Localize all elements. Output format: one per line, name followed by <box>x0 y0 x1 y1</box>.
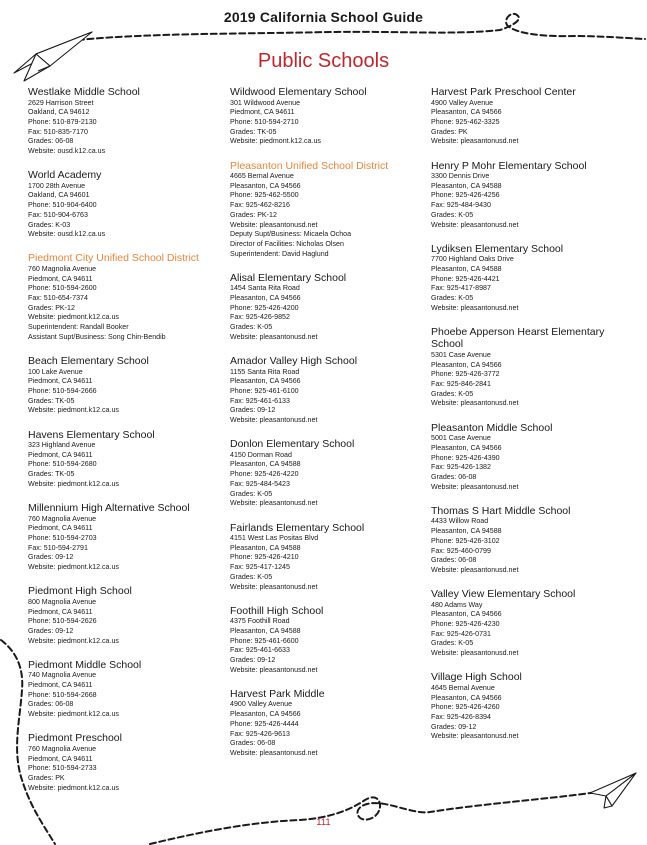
entry-detail-line: Phone: 925-426-4260 <box>431 703 500 712</box>
school-entry <box>28 86 224 157</box>
entry-detail-line: 4665 Bernal Avenue <box>230 172 294 181</box>
entry-detail-line: Phone: 925-462-3325 <box>431 117 500 126</box>
entry-detail-line: Phone: 925-426-4256 <box>431 191 500 200</box>
entry-detail-line: Phone: 925-426-4210 <box>230 553 299 562</box>
school-entry <box>431 243 621 314</box>
entry-detail-line: 4150 Dorman Road <box>230 450 292 459</box>
entry-detail-line: Website: piedmont.k12.ca.us <box>230 137 321 146</box>
entry-detail-line: Website: pleasantonusd.net <box>431 399 519 408</box>
entry-detail-line: Pleasanton, CA 94566 <box>431 693 502 702</box>
entry-detail-line: Fax: 925-484-5423 <box>230 479 290 488</box>
entry-detail-line: Fax: 925-461-6633 <box>230 646 290 655</box>
entry-detail-line: Fax: 510-835-7170 <box>28 127 88 136</box>
entry-detail-line: Phone: 925-426-4220 <box>230 470 299 479</box>
entry-detail-line: 3300 Dennis Drive <box>431 172 490 181</box>
entry-detail-line: 1155 Santa Rita Road <box>230 367 300 376</box>
school-name: Henry P Mohr Elementary School <box>431 159 587 172</box>
school-name: Millennium High Alternative School <box>28 502 190 515</box>
entry-detail-line: Fax: 925-460-0799 <box>431 546 491 555</box>
district-name: Pleasanton Unified School District <box>230 159 389 172</box>
entry-detail-line: Pleasanton, CA 94566 <box>431 610 502 619</box>
entry-detail-line: 1454 Santa Rita Road <box>230 284 300 293</box>
entry-detail-line: Website: pleasantonusd.net <box>230 416 318 425</box>
school-name: Village High School <box>431 671 522 684</box>
school-entry <box>431 326 621 409</box>
school-name: Westlake Middle School <box>28 86 140 98</box>
school-name: Donlon Elementary School <box>230 438 355 451</box>
entry-detail-line: Phone: 510-594-2703 <box>28 534 97 542</box>
entry-detail-line: 323 Highland Avenue <box>28 441 96 450</box>
entry-detail-line: Grades: TK-05 <box>28 396 75 405</box>
entry-detail-line: Fax: 925-426-8394 <box>431 712 491 721</box>
entry-detail-line: Pleasanton, CA 94566 <box>230 377 301 386</box>
entry-detail-line: Fax: 925-417-8987 <box>431 284 491 293</box>
entry-detail-line: Website: piedmont.k12.ca.us <box>28 563 119 572</box>
school-name: Phoebe Apperson Hearst Elementary School <box>431 325 605 351</box>
column-2 <box>230 86 426 771</box>
entry-detail-line: 4151 West Las Positas Blvd <box>230 534 319 542</box>
entry-detail-line: Grades: PK-12 <box>230 210 277 219</box>
entry-detail-line: Grades: 09-12 <box>230 406 276 415</box>
school-name: Lydiksen Elementary School <box>431 242 564 255</box>
entry-detail-line: Grades: 06-08 <box>28 700 74 709</box>
school-name: Valley View Elementary School <box>431 588 576 601</box>
entry-detail-line: Assistant Supt/Business: Song Chin-Bendib <box>28 332 166 341</box>
entry-detail-line: Pleasanton, CA 94588 <box>230 460 301 469</box>
entry-detail-line: 5001 Case Avenue <box>431 434 491 443</box>
entry-detail-line: 760 Magnolia Avenue <box>28 744 97 753</box>
entry-detail-line: Phone: 510-594-2680 <box>28 460 97 469</box>
entry-detail-line: Phone: 510-594-2600 <box>28 284 97 293</box>
school-name: Wildwood Elementary School <box>230 86 367 98</box>
entry-detail-line: Grades: K-03 <box>28 220 71 229</box>
entry-detail-line: Grades: K-05 <box>431 389 474 398</box>
entry-detail-line: Grades: 09-12 <box>431 722 477 731</box>
entry-detail-line: Website: pleasantonusd.net <box>431 732 519 741</box>
school-entry <box>230 86 426 147</box>
column-1 <box>28 86 224 806</box>
school-name: Pleasanton Middle School <box>431 421 553 434</box>
entry-detail-line: Grades: TK-05 <box>230 127 277 136</box>
entry-detail-line: 4900 Valley Avenue <box>230 700 293 709</box>
entry-detail-line: Piedmont, CA 94611 <box>28 681 93 690</box>
entry-detail-line: Deputy Supt/Business: Micaela Ochoa <box>230 230 352 239</box>
entry-detail-line: Phone: 925-426-4200 <box>230 303 299 312</box>
school-name: Havens Elementary School <box>28 428 155 441</box>
entry-detail-line: Fax: 510-594-2791 <box>28 543 88 552</box>
entry-detail-line: 760 Magnolia Avenue <box>28 514 97 523</box>
section-title: Public Schools <box>257 50 390 72</box>
school-entry <box>431 588 621 659</box>
entry-detail-line: Phone: 925-426-4230 <box>431 620 500 629</box>
entry-detail-line: Website: ousd.k12.ca.us <box>28 230 106 239</box>
entry-detail-line: Phone: 925-426-4390 <box>431 453 500 462</box>
school-entry <box>230 605 426 676</box>
school-name: World Academy <box>28 169 102 182</box>
entry-detail-line: Phone: 925-461-6100 <box>230 386 299 395</box>
entry-detail-line: Piedmont, CA 94611 <box>28 607 93 616</box>
school-name: Harvest Park Middle <box>230 687 325 700</box>
entry-detail-line: Phone: 925-426-4444 <box>230 719 299 728</box>
entry-detail-line: Website: pleasantonusd.net <box>431 220 519 229</box>
entry-detail-line: Grades: PK-12 <box>28 303 75 312</box>
school-entry <box>431 160 621 231</box>
school-name: Piedmont High School <box>28 585 132 598</box>
entry-detail-line: Website: piedmont.k12.ca.us <box>28 313 119 322</box>
entry-detail-line: Grades: K-05 <box>431 294 474 303</box>
entry-detail-line: Grades: K-05 <box>230 323 273 332</box>
entry-detail-line: 740 Magnolia Avenue <box>28 671 97 680</box>
district-name: Piedmont City Unified School District <box>28 252 199 265</box>
entry-detail-line: Website: piedmont.k12.ca.us <box>28 406 119 415</box>
school-entry <box>230 355 426 426</box>
entry-detail-line: Piedmont, CA 94611 <box>28 377 93 386</box>
entry-detail-line: Phone: 510-594-2666 <box>28 386 97 395</box>
entry-detail-line: Fax: 925-484-9430 <box>431 201 491 210</box>
entry-detail-line: Grades: K-05 <box>230 489 273 498</box>
entry-detail-line: Website: piedmont.k12.ca.us <box>28 783 119 792</box>
entry-detail-line: Grades: 06-08 <box>431 556 477 565</box>
school-name: Harvest Park Preschool Center <box>431 86 576 98</box>
entry-detail-line: Fax: 510-654-7374 <box>28 294 88 303</box>
entry-detail-line: Grades: 06-08 <box>431 472 477 481</box>
entry-detail-line: Phone: 510-904-6400 <box>28 201 97 210</box>
entry-detail-line: Pleasanton, CA 94588 <box>230 543 301 552</box>
entry-detail-line: Website: pleasantonusd.net <box>230 220 318 229</box>
entry-detail-line: Website: pleasantonusd.net <box>431 565 519 574</box>
entry-detail-line: Website: pleasantonusd.net <box>230 499 318 508</box>
entry-detail-line: Superintendent: David Haglund <box>230 249 329 258</box>
school-entry <box>230 272 426 343</box>
entry-detail-line: Grades: K-05 <box>431 639 474 648</box>
entry-detail-line: Pleasanton, CA 94566 <box>431 443 502 452</box>
entry-detail-line: Fax: 510-904-6763 <box>28 210 88 219</box>
entry-detail-line: 7700 Highland Oaks Drive <box>431 255 514 264</box>
entry-detail-line: Pleasanton, CA 94588 <box>431 264 502 273</box>
entry-detail-line: Website: pleasantonusd.net <box>431 303 519 312</box>
entry-detail-line: Pleasanton, CA 94566 <box>230 181 301 190</box>
entry-detail-line: Grades: PK <box>28 773 65 782</box>
entry-detail-line: Grades: K-05 <box>230 572 273 581</box>
school-entry <box>431 86 621 147</box>
entry-detail-line: Director of Facilities: Nicholas Olsen <box>230 239 344 248</box>
entry-detail-line: Phone: 925-462-5500 <box>230 191 299 200</box>
entry-detail-line: 4433 Willow Road <box>431 517 489 526</box>
entry-detail-line: Pleasanton, CA 94566 <box>230 294 301 303</box>
entry-detail-line: Phone: 925-426-4421 <box>431 274 500 283</box>
entry-detail-line: 4645 Bernal Avenue <box>431 683 495 692</box>
entry-detail-line: Phone: 925-426-3102 <box>431 536 500 545</box>
entry-detail-line: 100 Lake Avenue <box>28 367 83 376</box>
entry-detail-line: Fax: 925-426-0731 <box>431 629 491 638</box>
entry-detail-line: Website: pleasantonusd.net <box>431 482 519 491</box>
school-name: Thomas S Hart Middle School <box>431 504 571 517</box>
school-entry <box>28 429 224 490</box>
column-3 <box>431 86 621 755</box>
entry-detail-line: Pleasanton, CA 94566 <box>431 360 502 369</box>
school-entry <box>431 422 621 493</box>
entry-detail-line: Piedmont, CA 94611 <box>28 754 93 763</box>
school-name: Alisal Elementary School <box>230 271 347 284</box>
school-entry <box>431 505 621 576</box>
entry-detail-line: Piedmont, CA 94611 <box>28 524 93 533</box>
entry-detail-line: Website: pleasantonusd.net <box>230 748 318 757</box>
entry-detail-line: Phone: 925-426-3772 <box>431 370 500 379</box>
school-name: Beach Elementary School <box>28 355 149 368</box>
entry-detail-line: Oakland, CA 94601 <box>28 191 90 200</box>
district-entry <box>230 160 426 260</box>
entry-detail-line: 5301 Case Avenue <box>431 350 491 359</box>
entry-detail-line: Grades: TK-05 <box>28 470 75 479</box>
district-entry <box>28 252 224 342</box>
entry-detail-line: Grades: PK <box>431 127 468 136</box>
entry-detail-line: Pleasanton, CA 94588 <box>230 626 301 635</box>
entry-detail-line: Website: pleasantonusd.net <box>230 332 318 341</box>
school-entry <box>230 438 426 509</box>
entry-detail-line: Fax: 925-426-9613 <box>230 729 290 738</box>
school-name: Amador Valley High School <box>230 355 358 368</box>
entry-detail-line: Phone: 925-461-6600 <box>230 636 299 645</box>
school-entry <box>230 688 426 759</box>
school-entry <box>28 659 224 720</box>
entry-detail-line: Pleasanton, CA 94588 <box>431 181 502 190</box>
school-entry <box>28 585 224 646</box>
entry-detail-line: Fax: 925-426-9852 <box>230 313 290 322</box>
entry-detail-line: Grades: 06-08 <box>230 739 276 748</box>
entry-detail-line: Website: pleasantonusd.net <box>230 665 318 674</box>
entry-detail-line: 480 Adams Way <box>431 600 483 609</box>
guide-title: 2019 California School Guide <box>223 9 424 25</box>
entry-detail-line: Phone: 510-594-2626 <box>28 617 97 626</box>
entry-detail-line: Phone: 510-594-2710 <box>230 117 299 126</box>
entry-detail-line: Website: piedmont.k12.ca.us <box>28 710 119 719</box>
entry-detail-line: Grades: 09-12 <box>28 553 74 562</box>
entry-detail-line: 1700 28th Avenue <box>28 181 86 190</box>
entry-detail-line: Superintendent: Randall Booker <box>28 323 129 332</box>
entry-detail-line: Phone: 510-594-2733 <box>28 764 97 773</box>
paper-airplane-icon <box>590 773 636 808</box>
entry-detail-line: Pleasanton, CA 94566 <box>230 710 301 719</box>
school-entry <box>230 522 426 593</box>
entry-detail-line: 301 Wildwood Avenue <box>230 98 301 107</box>
entry-detail-line: Phone: 510-879-2130 <box>28 117 97 126</box>
school-entry <box>431 671 621 742</box>
entry-detail-line: Website: piedmont.k12.ca.us <box>28 636 119 645</box>
school-entry <box>28 355 224 416</box>
school-name: Piedmont Middle School <box>28 658 142 671</box>
entry-detail-line: Pleasanton, CA 94566 <box>431 108 502 117</box>
entry-detail-line: Grades: 06-08 <box>28 137 74 146</box>
entry-detail-line: Website: piedmont.k12.ca.us <box>28 479 119 488</box>
entry-detail-line: Website: pleasantonusd.net <box>431 137 519 146</box>
entry-detail-line: Grades: K-05 <box>431 210 474 219</box>
school-name: Foothill High School <box>230 604 324 617</box>
entry-detail-line: Grades: 09-12 <box>28 626 74 635</box>
entry-detail-line: Grades: 09-12 <box>230 656 276 665</box>
entry-detail-line: Oakland, CA 94612 <box>28 108 90 117</box>
entry-detail-line: Piedmont, CA 94611 <box>28 450 93 459</box>
entry-detail-line: Website: pleasantonusd.net <box>431 649 519 658</box>
entry-detail-line: 2629 Harrison Street <box>28 98 94 107</box>
entry-detail-line: Website: pleasantonusd.net <box>230 582 318 591</box>
entry-detail-line: Fax: 925-462-8216 <box>230 201 290 210</box>
entry-detail-line: Website: ousd.k12.ca.us <box>28 147 106 156</box>
entry-detail-line: Fax: 925-846-2841 <box>431 380 491 389</box>
entry-detail-line: Phone: 510-594-2668 <box>28 690 97 699</box>
school-name: Fairlands Elementary School <box>230 521 365 534</box>
entry-detail-line: 760 Magnolia Avenue <box>28 264 97 273</box>
entry-detail-line: Fax: 925-417-1245 <box>230 563 290 572</box>
entry-detail-line: 4375 Foothill Road <box>230 617 290 626</box>
school-name: Piedmont Preschool <box>28 732 122 745</box>
school-entry <box>28 732 224 793</box>
entry-detail-line: Pleasanton, CA 94588 <box>431 527 502 536</box>
entry-detail-line: 800 Magnolia Avenue <box>28 597 97 606</box>
entry-detail-line: Fax: 925-461-6133 <box>230 396 290 405</box>
entry-detail-line: Piedmont, CA 94611 <box>230 108 295 117</box>
school-entry <box>28 502 224 573</box>
entry-detail-line: Fax: 925-426-1382 <box>431 463 491 472</box>
school-entry <box>28 169 224 240</box>
page-number: 111 <box>316 817 331 828</box>
entry-detail-line: Piedmont, CA 94611 <box>28 274 93 283</box>
entry-detail-line: 4900 Valley Avenue <box>431 98 494 107</box>
